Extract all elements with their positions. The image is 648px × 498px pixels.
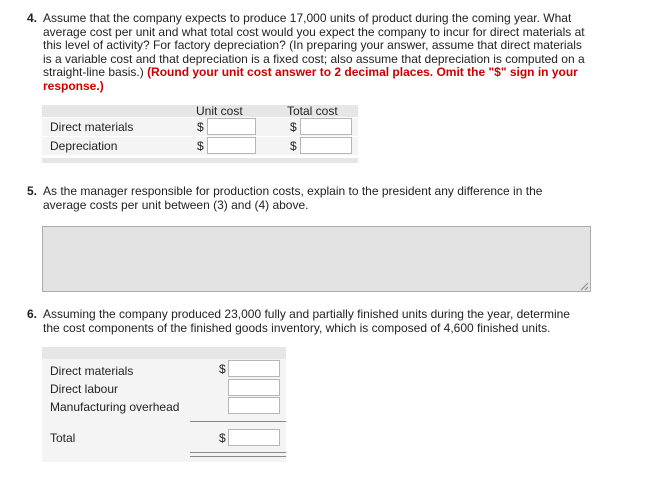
currency-symbol: $ — [219, 431, 226, 445]
question-6 — [27, 307, 587, 335]
inventory-direct-labour-input[interactable] — [228, 379, 280, 396]
inventory-direct-materials-input[interactable] — [228, 360, 280, 377]
question-5 — [27, 184, 587, 212]
total-double-rule-bottom — [190, 456, 286, 457]
question-5-text: As the manager responsible for production costs, explain to the president any difference in the average costs per unit between (3) and (4) above. — [43, 184, 543, 212]
direct-materials-total-cost-input[interactable] — [300, 118, 352, 135]
inventory-table-header — [42, 347, 286, 359]
question-6-text: Assuming the company produced 23,000 fully and partially finished units during the year, determine the cost components of the finished goods inventory, which is composed of 4,600 finished units. — [43, 307, 570, 335]
total-cost-header: Total cost — [287, 104, 338, 118]
row-label-total: Total — [50, 431, 76, 445]
currency-symbol: $ — [197, 120, 204, 134]
resize-grip-icon[interactable] — [580, 282, 589, 291]
question-4-text: Assume that the company expects to produce 17,000 units of product during the coming year. What average cost per unit and what total cost would you expect the company to incur for direct materials at this level of activity? For factory depreciation? (In preparing your answer, assume that direct materials is a variable cost and that depreciation is a fixed cost; also assume that depreciation is computed on a straight-line basis.) — [43, 11, 585, 79]
question-4 — [27, 11, 587, 93]
unit-cost-header: Unit cost — [196, 104, 243, 118]
currency-symbol: $ — [290, 139, 297, 153]
question-5-number: 5. — [27, 184, 38, 198]
question-4-instruction: (Round your unit cost answer to 2 decimal places. Omit the "$" sign in your response.) — [43, 65, 578, 93]
currency-symbol: $ — [290, 120, 297, 134]
explanation-textarea[interactable] — [42, 226, 591, 292]
depreciation-unit-cost-input[interactable] — [207, 137, 256, 154]
row-label-depreciation: Depreciation — [50, 139, 118, 153]
row-label-manufacturing-overhead: Manufacturing overhead — [50, 400, 180, 414]
inventory-manufacturing-overhead-input[interactable] — [228, 397, 280, 414]
currency-symbol: $ — [219, 362, 226, 376]
subtotal-rule — [190, 421, 286, 422]
depreciation-total-cost-input[interactable] — [300, 137, 352, 154]
question-4-number: 4. — [27, 11, 38, 25]
direct-materials-unit-cost-input[interactable] — [207, 118, 256, 135]
total-double-rule-top — [190, 452, 286, 453]
row-label-direct-labour: Direct labour — [50, 382, 119, 396]
cost-table-footer — [42, 158, 358, 163]
row-label-direct-materials: Direct materials — [50, 364, 134, 378]
question-6-number: 6. — [27, 307, 38, 321]
currency-symbol: $ — [197, 139, 204, 153]
inventory-total-input[interactable] — [228, 429, 280, 446]
row-label-direct-materials: Direct materials — [50, 120, 134, 134]
